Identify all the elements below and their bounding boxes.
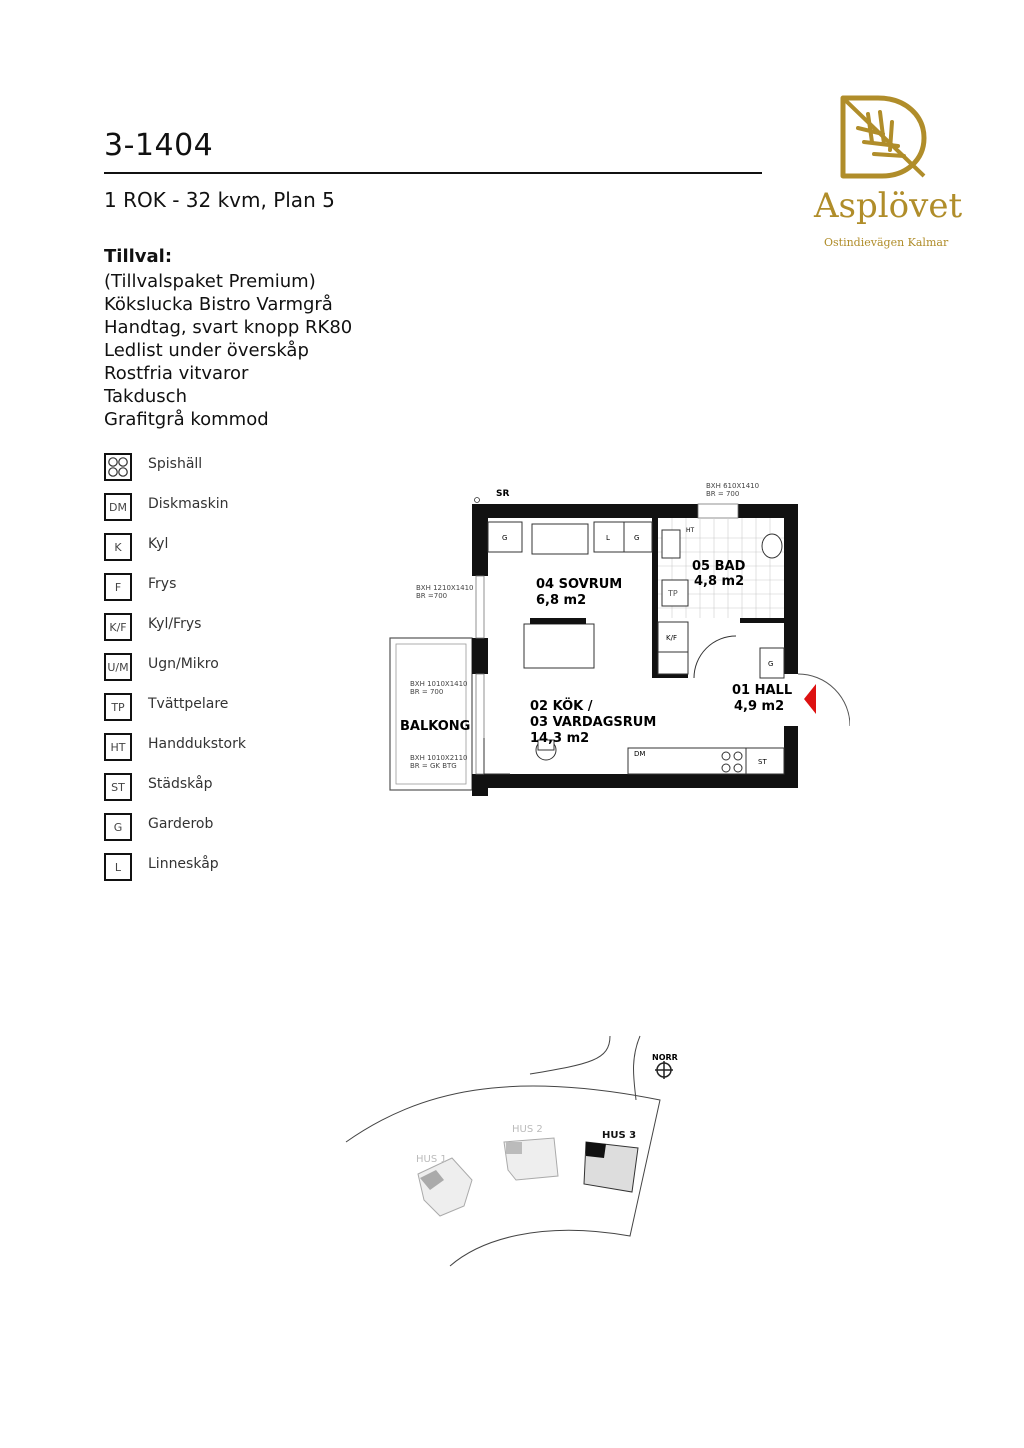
room-name: 04 SOVRUM xyxy=(536,577,623,592)
legend-label: Linneskåp xyxy=(148,856,219,872)
entrance-arrow-icon xyxy=(804,684,816,714)
fixture-code: G xyxy=(634,534,640,542)
legend-code: F xyxy=(104,573,132,601)
brand-address: Ostindievägen Kalmar xyxy=(824,236,949,249)
room-name: 05 BAD xyxy=(692,559,746,574)
fixture-code: L xyxy=(606,534,610,542)
brand-name: Asplövet xyxy=(814,186,963,226)
leaf-logo-icon xyxy=(838,94,928,180)
room-name: 03 VARDAGSRUM xyxy=(530,715,657,730)
fixture-code: TP xyxy=(668,589,678,598)
house-label-current: HUS 3 xyxy=(602,1130,637,1141)
room-name: 01 HALL xyxy=(732,683,793,698)
house-label: HUS 2 xyxy=(512,1124,543,1135)
legend-code: G xyxy=(104,813,132,841)
legend-code: DM xyxy=(104,493,132,521)
legend-label: Kyl/Frys xyxy=(148,616,202,632)
legend-code: HT xyxy=(104,733,132,761)
window-spec: BXH 610X1410 xyxy=(706,482,760,490)
window-spec: BR = 700 xyxy=(410,688,444,696)
sr-marker xyxy=(475,498,480,503)
house-label: HUS 1 xyxy=(416,1154,447,1165)
legend-label: Diskmaskin xyxy=(148,496,229,512)
legend-label: Garderob xyxy=(148,816,214,832)
legend-label: Spishäll xyxy=(148,456,203,472)
unit-subtitle: 1 ROK - 32 kvm, Plan 5 xyxy=(104,188,335,212)
tillval-item: Rostfria vitvaror xyxy=(104,363,249,384)
legend-label: Ugn/Mikro xyxy=(148,656,219,672)
site-plan xyxy=(340,1030,720,1270)
legend-label: Tvättpelare xyxy=(148,696,229,712)
room-area: 14,3 m2 xyxy=(530,731,590,746)
fixture-code: ST xyxy=(758,758,767,766)
window-spec: BXH 1010X1410 xyxy=(410,680,468,688)
room-name: 02 KÖK / xyxy=(530,699,593,714)
window-spec: BXH 1210X1410 xyxy=(416,584,474,592)
window-spec: BR = GK BTG xyxy=(410,762,457,770)
window-spec: BR = 700 xyxy=(706,490,740,498)
room-area: 6,8 m2 xyxy=(536,593,587,608)
title-divider xyxy=(104,172,762,174)
legend-code: K xyxy=(104,533,132,561)
balcony-label: BALKONG xyxy=(400,719,471,734)
legend-label: Städskåp xyxy=(148,776,213,792)
tillval-item: (Tillvalspaket Premium) xyxy=(104,271,316,292)
room-area: 4,8 m2 xyxy=(694,574,745,589)
legend-code: TP xyxy=(104,693,132,721)
floor-plan xyxy=(380,478,850,808)
bed-headboard xyxy=(530,618,586,624)
tillval-item: Kökslucka Bistro Varmgrå xyxy=(104,294,333,315)
tillval-item: Handtag, svart knopp RK80 xyxy=(104,317,353,338)
legend-label: Frys xyxy=(148,576,177,592)
legend-code: L xyxy=(104,853,132,881)
north-icon xyxy=(655,1061,673,1079)
site-houses xyxy=(418,1138,638,1216)
legend-code: ST xyxy=(104,773,132,801)
tillval-item: Grafitgrå kommod xyxy=(104,409,269,430)
tillval-heading: Tillval: xyxy=(104,246,173,267)
sr-label: SR xyxy=(496,489,510,499)
fixture-code: G xyxy=(502,534,508,542)
fixture-code: DM xyxy=(634,750,646,758)
tillval-item: Ledlist under överskåp xyxy=(104,340,309,361)
window-spec: BXH 1010X2110 xyxy=(410,754,468,762)
legend-code: U/M xyxy=(104,653,132,681)
fixture-code: K/F xyxy=(666,634,677,642)
fixture-code: HT xyxy=(686,527,695,534)
window-spec: BR =700 xyxy=(416,592,448,600)
legend-label: Handdukstork xyxy=(148,736,246,752)
stove-icon xyxy=(104,453,132,481)
room-area: 4,9 m2 xyxy=(734,699,785,714)
tillval-item: Takdusch xyxy=(104,386,187,407)
unit-id: 3-1404 xyxy=(104,128,214,163)
legend-code: K/F xyxy=(104,613,132,641)
fixture-code: G xyxy=(768,660,774,668)
north-label: NORR xyxy=(652,1053,678,1062)
legend-label: Kyl xyxy=(148,536,169,552)
